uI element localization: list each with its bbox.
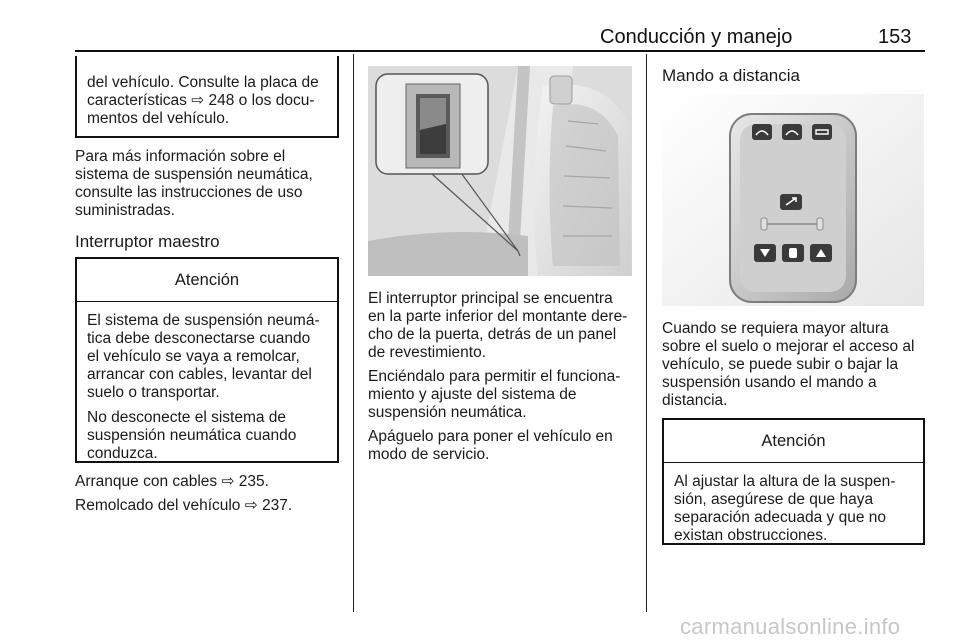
text-line: suministradas. — [75, 202, 175, 219]
column-divider-1 — [353, 54, 354, 612]
remote-control-illustration — [662, 94, 924, 306]
text-line: sobre el suelo o mejorar el acceso al — [662, 338, 915, 355]
text-line: vehículo, se puede subir o bajar la — [662, 356, 899, 373]
text-line: suspensión neumática cuando — [87, 427, 297, 444]
remote-control-description — [662, 320, 930, 410]
text-line: No desconecte el sistema de — [87, 409, 287, 426]
continued-line-1: del vehículo. Consulte la placa de — [87, 74, 319, 91]
text-line: tica debe desconectarse cuando — [87, 330, 311, 347]
towing-reference[interactable]: Remolcado del vehículo ⇨ 237. — [75, 497, 293, 514]
text-line: de revestimiento. — [368, 344, 487, 361]
text-line: miento y ajuste del sistema de — [368, 386, 577, 403]
chapter-title: Conducción y manejo — [600, 26, 793, 48]
text-line: arrancar con cables, levantar del — [87, 366, 312, 383]
continued-line-2: características ⇨ 248 o los docu- — [87, 92, 315, 109]
text-line: sión, asegúrese de que haya — [674, 491, 874, 508]
jump-start-reference[interactable]: Arranque con cables ⇨ 235. — [75, 473, 269, 490]
text-line: El interruptor principal se encuentra — [368, 290, 613, 307]
text-line: Cuando se requiera mayor altura — [662, 320, 889, 337]
text-line: existan obstrucciones. — [674, 527, 828, 544]
text-line: distancia. — [662, 392, 728, 409]
text-line: Apáguelo para poner el vehículo en — [368, 428, 613, 445]
text-line: sistema de suspensión neumática, — [75, 166, 313, 183]
text-line: conduzca. — [87, 445, 158, 462]
master-switch-heading: Interruptor maestro — [75, 232, 220, 251]
master-switch-description — [368, 290, 643, 464]
text-line: separación adecuada y que no — [674, 509, 886, 526]
watermark: carmanualsonline.info — [680, 614, 901, 639]
text-line: Para más información sobre el — [75, 148, 286, 165]
attention-box-master-switch — [75, 257, 339, 463]
attention-title: Atención — [77, 259, 337, 302]
text-line: consulte las instrucciones de uso — [75, 184, 303, 201]
air-suspension-info-paragraph — [75, 148, 345, 220]
continued-notice-box — [75, 56, 339, 138]
remote-preset-buttons — [752, 124, 832, 140]
text-line: en la parte inferior del montante dere- — [368, 308, 628, 325]
attention-box-remote — [662, 418, 925, 545]
header-rule — [75, 50, 925, 52]
text-line: Enciéndalo para permitir el funciona- — [368, 368, 621, 385]
text-line: Al ajustar la altura de la suspen- — [674, 473, 896, 490]
attention-title: Atención — [664, 420, 923, 463]
text-line: El sistema de suspensión neumá- — [87, 312, 320, 329]
text-line: cho de la puerta, detrás de un panel — [368, 326, 617, 343]
remote-control-heading: Mando a distancia — [662, 66, 800, 85]
page-number: 153 — [878, 26, 912, 48]
text-line: modo de servicio. — [368, 446, 490, 463]
continued-line-3: mentos del vehículo. — [87, 110, 230, 127]
column-divider-2 — [646, 54, 647, 612]
text-line: el vehículo se vaya a remolcar, — [87, 348, 300, 365]
text-line: suelo o transportar. — [87, 384, 220, 401]
text-line: suspensión usando el mando a — [662, 374, 877, 391]
text-line: suspensión neumática. — [368, 404, 527, 421]
master-switch-illustration — [368, 66, 632, 276]
